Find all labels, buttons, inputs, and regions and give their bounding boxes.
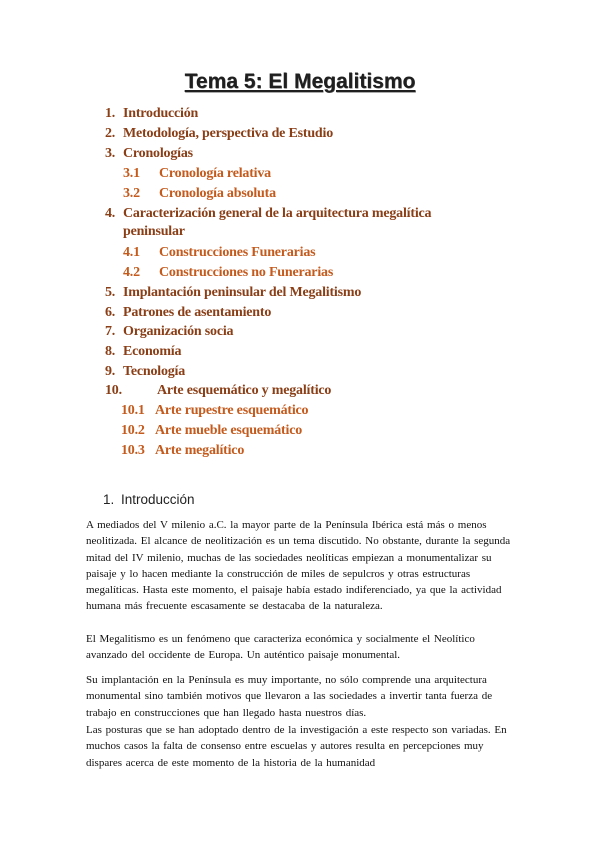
toc-item: 5. Implantación peninsular del Megalitismo [105, 285, 362, 300]
page-title: Tema 5: El Megalitismo [184, 70, 416, 93]
toc-item: 10.2 Arte mueble esquemático [121, 423, 303, 438]
section-heading: 1. Introducción [103, 492, 195, 507]
body-paragraph: A mediados del V milenio a.C. la mayor parte de la Península Ibérica está más o menos neolitizada. El alcance de neolitización es un tema discutido. No obstante, durante la segunda mitad del IV milenio, muchas de las sociedades neolíticas empiezan a monumentalizar su paisaje y lo hacen mediante la construcción de miles de sepulcros y otras estructuras megalíticas. Hasta este momento, el paisaje había estado indiferenciado, ya que la actividad humana más frecuente escasamente se destacaba de la naturaleza. [86, 519, 511, 613]
toc-item: 9. Tecnología [105, 364, 186, 379]
toc-item: 4.1 Construcciones Funerarias [123, 245, 316, 260]
toc-item: 10.3 Arte megalítico [121, 443, 245, 458]
toc-item: 1. Introducción [105, 106, 199, 121]
toc-item: 3.1 Cronología relativa [123, 166, 271, 181]
toc-item: 10. Arte esquemático y megalítico [105, 383, 332, 398]
toc-item: 4. Caracterización general de la arquitectura megalítica [105, 206, 432, 221]
body-paragraph: Las posturas que se han adoptado dentro de la investigación a este respecto son variadas. En muchos casos la falta de consenso entre escuelas y autores resulta en percepciones muy dispares acerca de este momento de la historia de la humanidad [86, 724, 507, 769]
toc-item: 2. Metodología, perspectiva de Estudio [105, 126, 333, 141]
toc-item: 7. Organización socia [105, 324, 234, 339]
toc-item: 10.1 Arte rupestre esquemático [121, 403, 309, 418]
toc-item: 8. Economía [105, 344, 182, 359]
toc-item: 4.2 Construcciones no Funerarias [123, 265, 334, 280]
toc-item-continuation: peninsular [123, 224, 185, 239]
body-paragraph: El Megalitismo es un fenómeno que caracteriza económica y socialmente el Neolítico avanzado del occidente de Europa. Un auténtico paisaje monumental. [86, 633, 475, 662]
toc-item: 3. Cronologías [105, 146, 193, 161]
body-paragraph: Su implantación en la Península es muy importante, no sólo comprende una arquitectura monumental sino también motivos que llevaron a las sociedades a invertir tanta fuerza de trabajo en construcciones que han llegado hasta nuestros días. [86, 674, 493, 719]
toc-item: 6. Patrones de asentamiento [105, 305, 272, 320]
toc-item: 3.2 Cronología absoluta [123, 186, 276, 201]
